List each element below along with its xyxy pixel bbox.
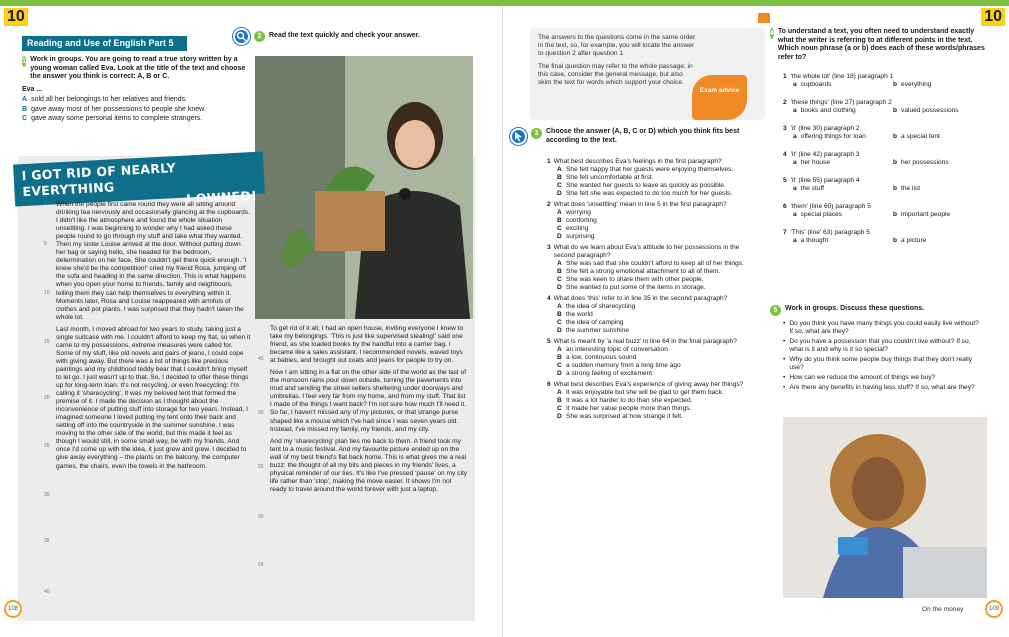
option-letter: B	[557, 217, 562, 224]
line-number: 65	[258, 562, 264, 568]
option-text: exciting	[566, 225, 589, 232]
question-item	[547, 158, 747, 198]
option-text: the idea of sharecycling	[566, 303, 636, 310]
option-text: She was keen to share them with other people.	[566, 276, 704, 283]
exercise-instruction: Work in groups. You are going to read a true story written by a young woman called Eva. Look at the title of the text and choose the answer you think is correct: A, B or C.	[30, 56, 246, 81]
option-letter: A	[557, 166, 562, 173]
option-text: a sudden memory from a long time ago	[566, 362, 681, 369]
reference-item	[783, 229, 988, 245]
item-text: 'it' (line 55) paragraph 4	[790, 177, 860, 184]
exercise-number-badge: 2	[254, 31, 265, 42]
discussion-question: • How can we reduce the amount of things we buy?	[783, 374, 936, 381]
question-item	[547, 295, 747, 335]
option-letter: D	[557, 190, 562, 197]
option-text: comforting	[566, 217, 597, 224]
option-b[interactable]: b the list	[893, 185, 921, 192]
question-text: What does 'unsettling' mean in line 5 in the first paragraph?	[553, 201, 727, 208]
option-letter: D	[557, 284, 562, 291]
footer-page-number: 108	[4, 600, 22, 618]
answer-option[interactable]	[547, 217, 747, 225]
item-number: 3	[783, 125, 787, 132]
discussion-question: • Do you have a possession that you couldn't live without? If so, what is it and why is it so special?	[783, 338, 971, 353]
answer-option[interactable]	[547, 319, 747, 327]
page-number: 10	[981, 8, 1005, 26]
option-a[interactable]: a the stuff	[793, 185, 825, 192]
option-letter: C	[557, 225, 562, 232]
question-stem: Eva ...	[22, 86, 43, 94]
exercise-number-badge: 1	[22, 58, 27, 65]
exercise-number-badge: 3	[531, 128, 542, 139]
question-item	[547, 381, 747, 421]
option-text: She felt happy that her guests were enjoying themselves.	[566, 166, 734, 173]
option-a[interactable]: a offering things for loan	[793, 133, 866, 140]
option-text: the world	[566, 311, 593, 318]
option-text: She felt she was expected to do too much for her guests.	[566, 190, 733, 197]
item-number: 5	[783, 177, 787, 184]
question-text: What does 'this' refer to in line 35 in the second paragraph?	[553, 295, 728, 302]
option-letter: B	[22, 105, 28, 113]
option-a[interactable]: a a thought	[793, 237, 829, 244]
answer-option[interactable]	[547, 354, 747, 362]
item-text: 'it' (line 42) paragraph 3	[790, 151, 860, 158]
option-b[interactable]: b her possessions	[893, 159, 949, 166]
item-number: 2	[783, 99, 787, 106]
item-text: 'it' (line 30) paragraph 2	[790, 125, 860, 132]
option-text: sold all her belongings to her relatives and friends.	[31, 95, 188, 103]
option-letter: B	[557, 397, 562, 404]
question-item	[547, 201, 747, 241]
article-paragraph: Last month, I moved abroad for two years to study, taking just a single suitcase with me. I couldn't afford to keep my flat, so when it came to my possessions, extreme measures were called for. Some of my stuff, like old novels and pairs of jeans, I could cope with giving away. But there was a list of things like precious paintings and my childhood teddy bear that I couldn't bring myself to let go. I just wasn't up to that. So, I decided to offer these things up for long-term loan. It's not recycling, or even freecycling: I'm calling it 'sharecycling'. It was my beloved tent that formed the premise of it. I made the decision as I thought about the inconvenience of putting stuff into storage for two years. Instead, I imagined someone I loved putting my tent onto their back and setting off into the countryside in the summer sunshine. I was moving to the other side of the world, but this made it feel as though I would still, in some small way, be with my friends. And once I'd come up with the idea, it just grew and grew. I decided to give away everything – the plants on the balcony, the computer games, the chairs, even the towels in the bathroom.	[56, 325, 251, 470]
item-number: 4	[783, 151, 787, 158]
option-letter: C	[557, 276, 562, 283]
option-letter: A	[557, 389, 562, 396]
option-letter: C	[22, 115, 28, 123]
option-letter: C	[557, 405, 562, 412]
line-number: 30	[44, 492, 50, 498]
answer-option[interactable]	[547, 370, 747, 378]
option-b[interactable]: b a special tent	[893, 133, 940, 140]
option-item	[22, 115, 247, 124]
option-letter: D	[557, 370, 562, 377]
answer-option[interactable]	[547, 284, 747, 292]
item-number: 6	[783, 203, 787, 210]
item-text: 'them' (line 60) paragraph 5	[790, 203, 871, 210]
option-letter: A	[557, 260, 562, 267]
exercise-instruction: Read the text quickly and check your answer.	[269, 32, 420, 40]
bullet-icon: •	[783, 320, 786, 327]
exam-tip: The final question may refer to the whole passage: in this case, consider the general message, but also skim the text for words which support your choice.	[538, 63, 693, 86]
question-number: 1	[547, 158, 551, 165]
option-letter: B	[557, 268, 562, 275]
option-text: She felt uncomfortable at first.	[566, 174, 654, 181]
left-page	[0, 6, 503, 637]
answer-option[interactable]	[547, 166, 747, 174]
answer-option[interactable]	[547, 346, 747, 354]
options-list	[22, 96, 247, 124]
option-item	[22, 106, 247, 115]
page-number: 10	[4, 8, 28, 26]
item-text: 'This' (line' 63) paragraph 5	[790, 229, 870, 236]
option-text: She felt a strong emotional attachment to all of them.	[566, 268, 721, 275]
question-number: 2	[547, 201, 551, 208]
article-paragraph: Now I am sitting in a flat on the other side of the world as the last of the monsoon rains pour down outside, turning the pavements into mud and sending the street sellers sheltering under doorways and umbrellas. I feel very far from my home, and from my stuff. That list I made of the things I want back? I'm not sure how much I'll need it. So far, I haven't missed any of my pictures, or that strange purse shaped like a mouse which I've had since I was seven years old. Instead, I've missed my family, my friends, and my city.	[270, 369, 467, 433]
option-text: a low, continuous sound	[566, 354, 637, 361]
bullet-icon: •	[783, 384, 786, 391]
option-item	[22, 96, 247, 105]
question-text: What is meant by 'a real buzz' in line 64 in the final paragraph?	[553, 338, 737, 345]
item-text: 'these things' (line 27) paragraph 2	[790, 99, 892, 106]
option-text: worrying	[566, 209, 591, 216]
answer-option[interactable]	[547, 397, 747, 405]
line-number: 1	[44, 201, 47, 207]
question-text: What do we learn about Eva's attitude to her possessions in the second paragraph?	[553, 244, 740, 259]
option-a[interactable]: a her house	[793, 159, 830, 166]
item-number: 7	[783, 229, 787, 236]
option-letter: D	[557, 233, 562, 240]
answer-option[interactable]	[547, 389, 747, 397]
option-a[interactable]: a cupboards	[793, 81, 832, 88]
section-title: Reading and Use of English Part 5	[22, 36, 187, 51]
exercise-4-header	[770, 28, 990, 63]
answer-option[interactable]	[547, 268, 747, 276]
reference-item	[783, 151, 988, 167]
option-letter: C	[557, 362, 562, 369]
exercise-instruction: Choose the answer (A, B, C or D) which you think fits best according to the text.	[546, 128, 740, 144]
line-number: 10	[44, 290, 50, 296]
footer-label: On the money	[922, 606, 964, 613]
exercise-number-badge: 4	[770, 30, 774, 37]
option-text: She was sad that she couldn't afford to keep all of her things.	[566, 260, 744, 267]
option-letter: D	[557, 327, 562, 334]
search-icon[interactable]	[233, 28, 250, 45]
question-number: 5	[547, 338, 551, 345]
exercise-1	[22, 56, 247, 124]
answer-option[interactable]	[547, 190, 747, 198]
option-b[interactable]: b valued possessions	[893, 107, 959, 114]
exercise-number-badge: 5	[770, 305, 781, 316]
bullet-icon: •	[783, 356, 786, 363]
line-number: 15	[44, 339, 50, 345]
reference-item	[783, 177, 988, 193]
option-a[interactable]: a special places	[793, 211, 843, 218]
photo-woman-with-card	[783, 417, 987, 598]
article-column-1	[56, 201, 251, 471]
option-letter: C	[557, 319, 562, 326]
photo-woman-with-box	[255, 56, 473, 319]
option-text: She was surprised at how strange it felt.	[566, 413, 683, 420]
question-number: 6	[547, 381, 551, 388]
reference-item	[783, 73, 988, 89]
exam-tip: The answers to the questions come in the same order in the text, so, for example, you will locate the answer to question 2 after question 1.	[538, 34, 696, 57]
answer-option[interactable]	[547, 276, 747, 284]
option-text: It made her value people more than things.	[566, 405, 692, 412]
line-number: 40	[44, 589, 50, 595]
option-text: surprising	[566, 233, 595, 240]
article-paragraph: When the people first came round they were all sitting around drinking tea nervously and occasionally glancing at the cupboards. I didn't like the atmosphere and found the whole situation unsettling. I was beginning to wonder why I had asked these people round to go through my stuff and take what they wanted. Then my sister Louise arrived at the door. Without putting down her bag or saying hello, she headed for the bedroom, determination on her face. She couldn't get there quick enough. 'I knew she'd be the competition!' cried my friend Rosa, jumping off the sofa and heading in the same direction. This is what happens when you open your home to friends, family and neighbours, telling them they can help themselves to everything within it. Moments later, Rosa and Louise reappeared with armfuls of clothes and pot plants. I was surprised that they hadn't taken the whole lot.	[56, 201, 250, 321]
answer-option[interactable]	[547, 311, 747, 319]
option-text: gave away some personal items to complete strangers.	[31, 115, 203, 123]
article-paragraph: And my 'sharecycling' plan ties me back to them. A friend took my tent to a music festival. And my favourite picture ended up on the wall of my best friend's flat back home. This is what gives me a real buzz: the thought of all my bits and pieces in my friends' lives, a physical reminder of our ties. It's like I've pressed 'pause' on my city life rather than 'stop', making the move easier. It shows I'm not ready to travel around the world forever with just a laptop.	[270, 437, 468, 493]
option-text: It was a lot harder to do than she expected.	[566, 397, 693, 404]
flag-icon	[758, 13, 770, 23]
option-text: She wanted her guests to leave as quickly as possible.	[566, 182, 726, 189]
answer-option[interactable]	[547, 413, 747, 421]
option-letter: B	[557, 174, 562, 181]
footer-page-number: 109	[985, 600, 1003, 618]
answer-option[interactable]	[547, 225, 747, 233]
answer-option[interactable]	[547, 303, 747, 311]
discussion-question: • Are there any benefits in having less stuff? If so, what are they?	[783, 384, 975, 391]
exam-advice-badge: Exam advice	[692, 75, 747, 120]
option-text: the idea of camping	[566, 319, 624, 326]
answer-option[interactable]	[547, 362, 747, 370]
option-text: the summer sunshine	[566, 327, 630, 334]
option-letter: D	[557, 413, 562, 420]
exercise-4-items	[783, 73, 988, 255]
line-number: 50	[258, 410, 264, 416]
exercise-5-header	[770, 305, 924, 316]
option-letter: A	[22, 95, 28, 103]
item-number: 1	[783, 73, 787, 80]
reference-item	[783, 99, 988, 115]
line-number: 25	[44, 443, 50, 449]
exercise-instruction: To understand a text, you often need to understand exactly what the writer is referring to at different points in the text. Which noun phrase (a or b) does each of these words/phrases refer to?	[777, 28, 985, 62]
article-column-2	[270, 325, 468, 494]
answer-option[interactable]	[547, 182, 747, 190]
line-number: 60	[258, 514, 264, 520]
option-text: She wanted to put some of the items in storage.	[566, 284, 706, 291]
option-a[interactable]: a books and clothing	[793, 107, 856, 114]
line-number: 55	[258, 464, 264, 470]
exercise-3-header	[510, 128, 746, 145]
question-text: What best describes Eva's experience of giving away her things?	[553, 381, 744, 388]
reference-item	[783, 203, 988, 219]
question-item	[547, 244, 747, 292]
reference-item	[783, 125, 988, 141]
bullet-icon: •	[783, 374, 786, 381]
option-text: an interesting topic of conversation	[566, 346, 668, 353]
option-b[interactable]: b everything	[893, 81, 932, 88]
exercise-2	[233, 28, 420, 45]
option-text: gave away most of her possessions to people she knew.	[31, 105, 206, 113]
exercise-3-questions	[547, 158, 747, 424]
exercise-instruction: Work in groups. Discuss these questions.	[785, 305, 925, 312]
option-letter: A	[557, 303, 562, 310]
option-letter: A	[557, 209, 562, 216]
answer-option[interactable]	[547, 209, 747, 217]
option-b[interactable]: b important people	[893, 211, 951, 218]
answer-option[interactable]	[547, 174, 747, 182]
answer-option[interactable]	[547, 260, 747, 268]
answer-option[interactable]	[547, 327, 747, 335]
option-text: It was enjoyable but she will be glad to get them back.	[566, 389, 724, 396]
option-letter: A	[557, 346, 562, 353]
cursor-icon[interactable]	[510, 128, 527, 145]
question-number: 4	[547, 295, 551, 302]
discussion-question: • Do you think you have many things you could easily live without? If so, what are they?	[783, 320, 979, 335]
discussion-question: • Why do you think some people buy things that they don't really use?	[783, 356, 973, 371]
question-item	[547, 338, 747, 378]
option-letter: B	[557, 311, 562, 318]
article-headline: I GOT RID OF NEARLY EVERYTHING I OWNED!	[13, 151, 265, 206]
line-number: 45	[258, 356, 264, 362]
option-b[interactable]: b a picture	[893, 237, 927, 244]
article-paragraph: To get rid of it all, I had an open house, inviting everyone I knew to take my belongings. 'This is just like supervised stealing!' said one friend, as she loaded books by the handful into a carrier bag. I became like a sales assistant. I recommended novels, waved toys at babies, and brought out coats and jeans for people to try on.	[270, 325, 464, 365]
option-letter: C	[557, 182, 562, 189]
line-number: 20	[44, 395, 50, 401]
line-number: 35	[44, 538, 50, 544]
question-text: What best describes Eva's feelings in the first paragraph?	[553, 158, 722, 165]
item-text: 'the whole lot' (line 18) paragraph 1	[790, 73, 894, 80]
line-number: 5	[44, 241, 47, 247]
answer-option[interactable]	[547, 405, 747, 413]
answer-option[interactable]	[547, 233, 747, 241]
question-number: 3	[547, 244, 551, 251]
option-text: a strong feeling of excitement	[566, 370, 653, 377]
bullet-icon: •	[783, 338, 786, 345]
option-letter: B	[557, 354, 562, 361]
exercise-5-bullets	[783, 320, 983, 394]
